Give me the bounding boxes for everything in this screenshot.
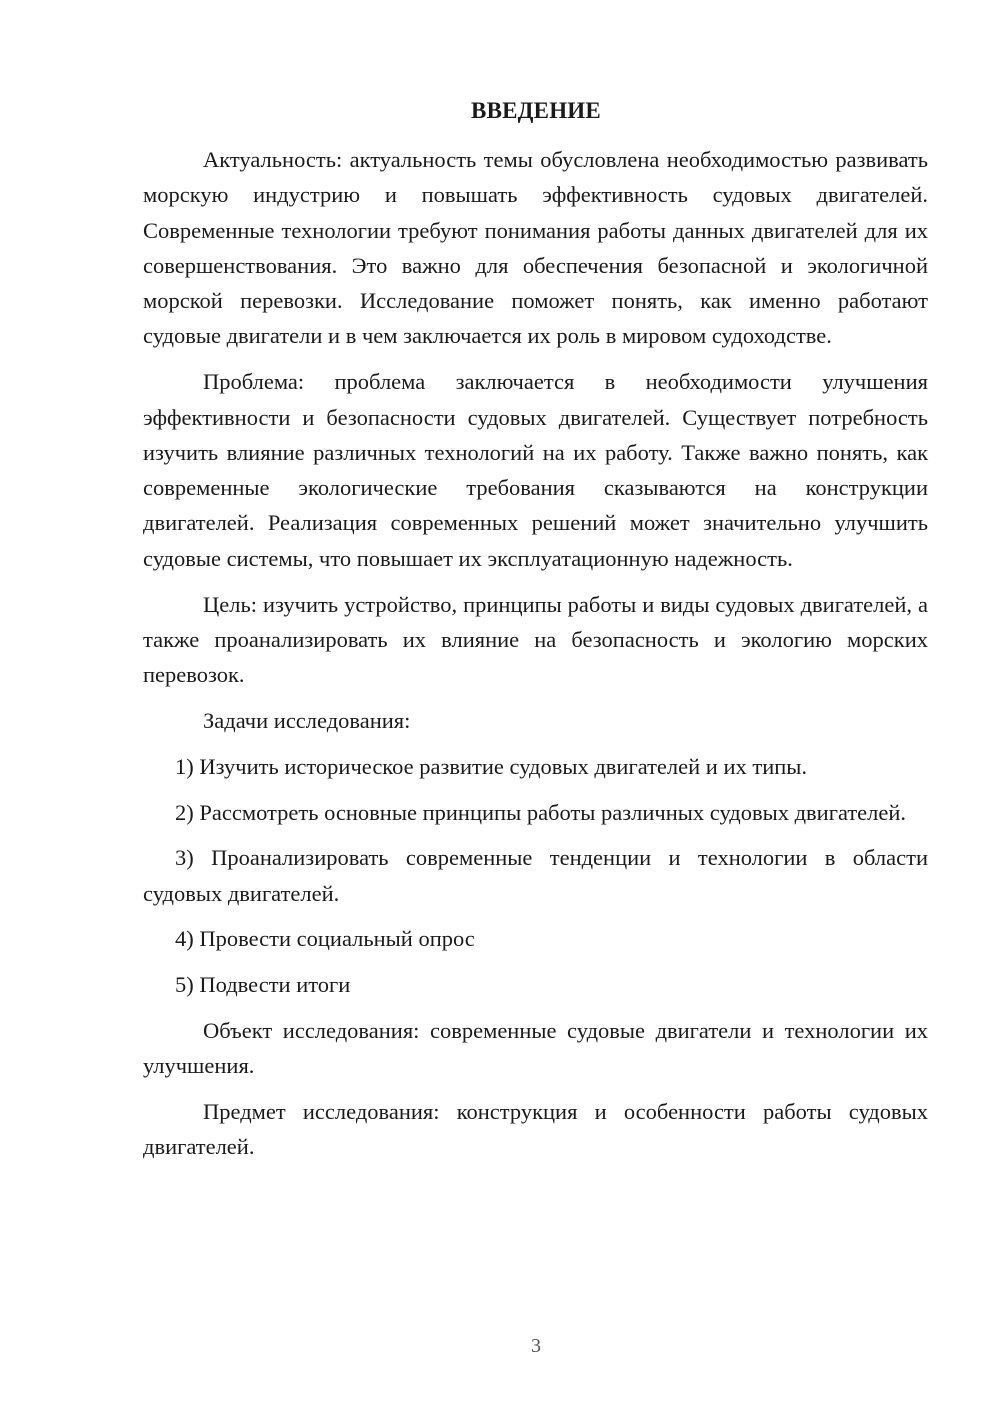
paragraph-relevance: Актуальность: актуальность темы обусловлена необходимостью развивать морскую индустрию и повышать эффективность судовых двигателей. Современные технологии требуют понимания работы данных двигателей для их совершенствования. Это важно для обеспечения безопасной и экологичной морской перевозки. Исследование поможет понять, как именно работают судовые двигатели и в чем заключается их роль в мировом судоходстве. <box>143 147 928 349</box>
paragraph-goal: Цель: изучить устройство, принципы работы и виды судовых двигателей, а также проанализировать их влияние на безопасность и экологию морских перевозок. <box>143 591 928 688</box>
paragraph-problem: Проблема: проблема заключается в необходимости улучшения эффективности и безопасности судовых двигателей. Существует потребность изучить влияние различных технологий на их работу. Также важно понять, как современные экологические требования сказываются на конструкции двигателей. Реализация современных решений может значительно улучшить судовые системы, что повышает их эксплуатационную надежность. <box>143 369 928 571</box>
list-item-task-2: 2) Рассмотреть основные принципы работы различных судовых двигателей. <box>175 799 907 825</box>
page-title: ВВЕДЕНИЕ <box>471 98 601 123</box>
body-text <box>143 142 928 1175</box>
list-item-task-3: 3) Проанализировать современные тенденции и технологии в области судовых двигателей. <box>143 845 928 906</box>
list-item-task-4: 4) Провести социальный опрос <box>175 926 475 952</box>
paragraph-subject: Предмет исследования: конструкция и особенности работы судовых двигателей. <box>143 1099 928 1160</box>
page-number: 3 <box>531 1335 541 1357</box>
paragraph-tasks-heading: Задачи исследования: <box>203 707 411 733</box>
paragraph-object: Объект исследования: современные судовые двигатели и технологии их улучшения. <box>143 1018 928 1079</box>
list-item-task-1: 1) Изучить историческое развитие судовых двигателей и их типы. <box>175 753 808 779</box>
list-item-task-5: 5) Подвести итоги <box>175 972 351 998</box>
